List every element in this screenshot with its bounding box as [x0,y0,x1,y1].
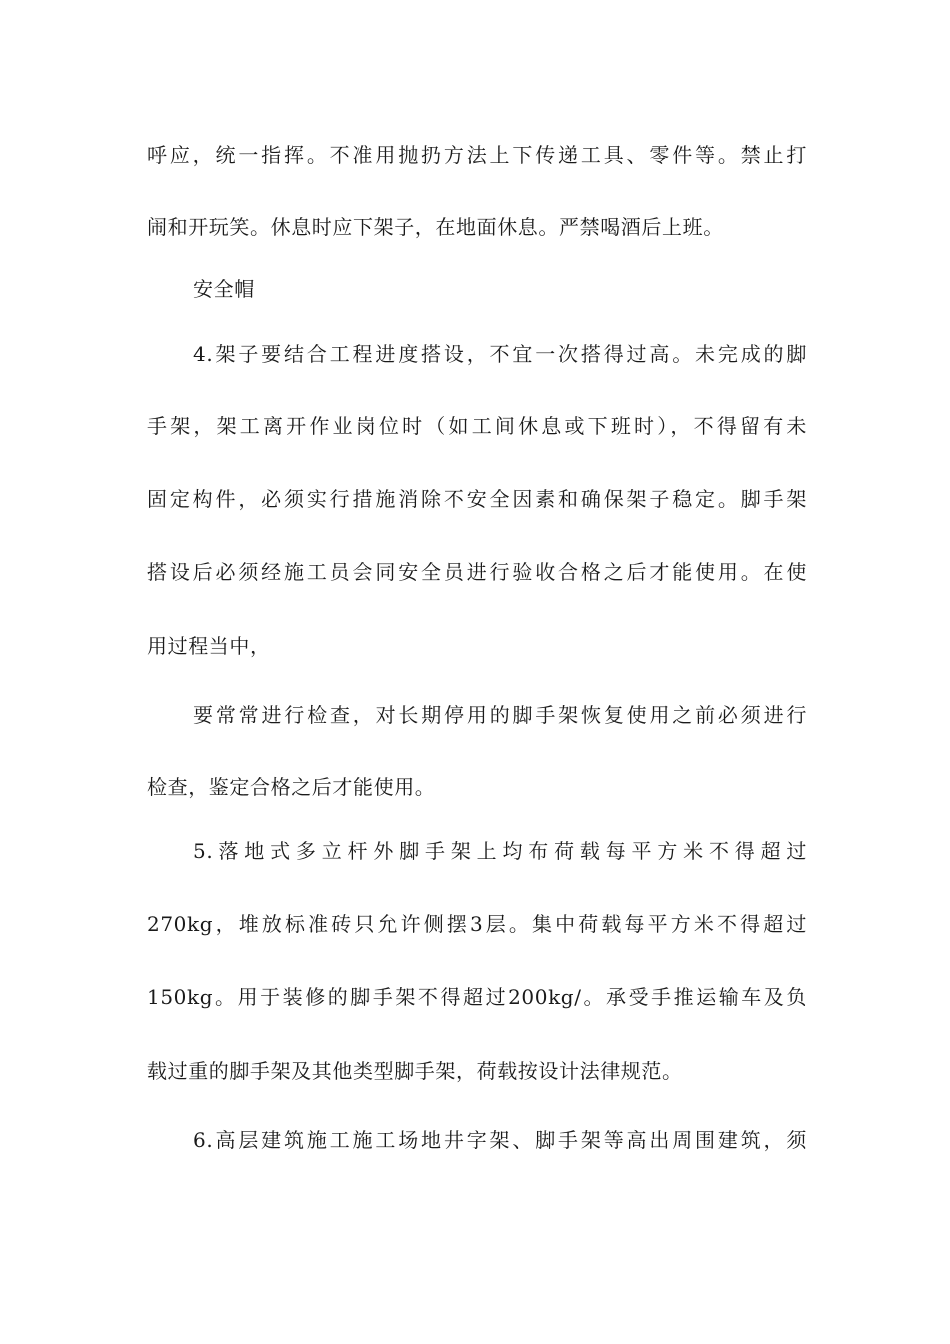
paragraph-line: 要常常进行检查，对长期停用的脚手架恢复使用之前必须进行 [193,703,807,727]
paragraph-line: 固定构件，必须实行措施消除不安全因素和确保架子稳定。脚手架 [147,487,807,511]
paragraph-line: 5.落地式多立杆外脚手架上均布荷载每平方米不得超过 [193,839,807,863]
paragraph-line: 4.架子要结合工程进度搭设，不宜一次搭得过高。未完成的脚 [193,342,807,366]
paragraph-line: 搭设后必须经施工员会同安全员进行验收合格之后才能使用。在使 [147,560,807,584]
paragraph-line: 手架，架工离开作业岗位时（如工间休息或下班时），不得留有未 [147,414,807,438]
paragraph-line: 150kg。用于装修的脚手架不得超过200kg/。承受手推运输车及负 [147,985,807,1009]
paragraph-line: 用过程当中， [147,634,271,658]
paragraph-line: 呼应，统一指挥。不准用抛扔方法上下传递工具、零件等。禁止打 [147,143,807,167]
paragraph-line: 载过重的脚手架及其他类型脚手架，荷载按设计法律规范。 [147,1059,683,1083]
paragraph-line: 6.高层建筑施工施工场地井字架、脚手架等高出周围建筑，须 [193,1128,807,1152]
paragraph-line: 检查，鉴定合格之后才能使用。 [147,775,436,799]
paragraph-line: 270kg，堆放标准砖只允许侧摆3层。集中荷载每平方米不得超过 [147,912,807,936]
section-heading: 安全帽 [193,277,255,301]
paragraph-line: 闹和开玩笑。休息时应下架子，在地面休息。严禁喝酒后上班。 [147,215,724,239]
